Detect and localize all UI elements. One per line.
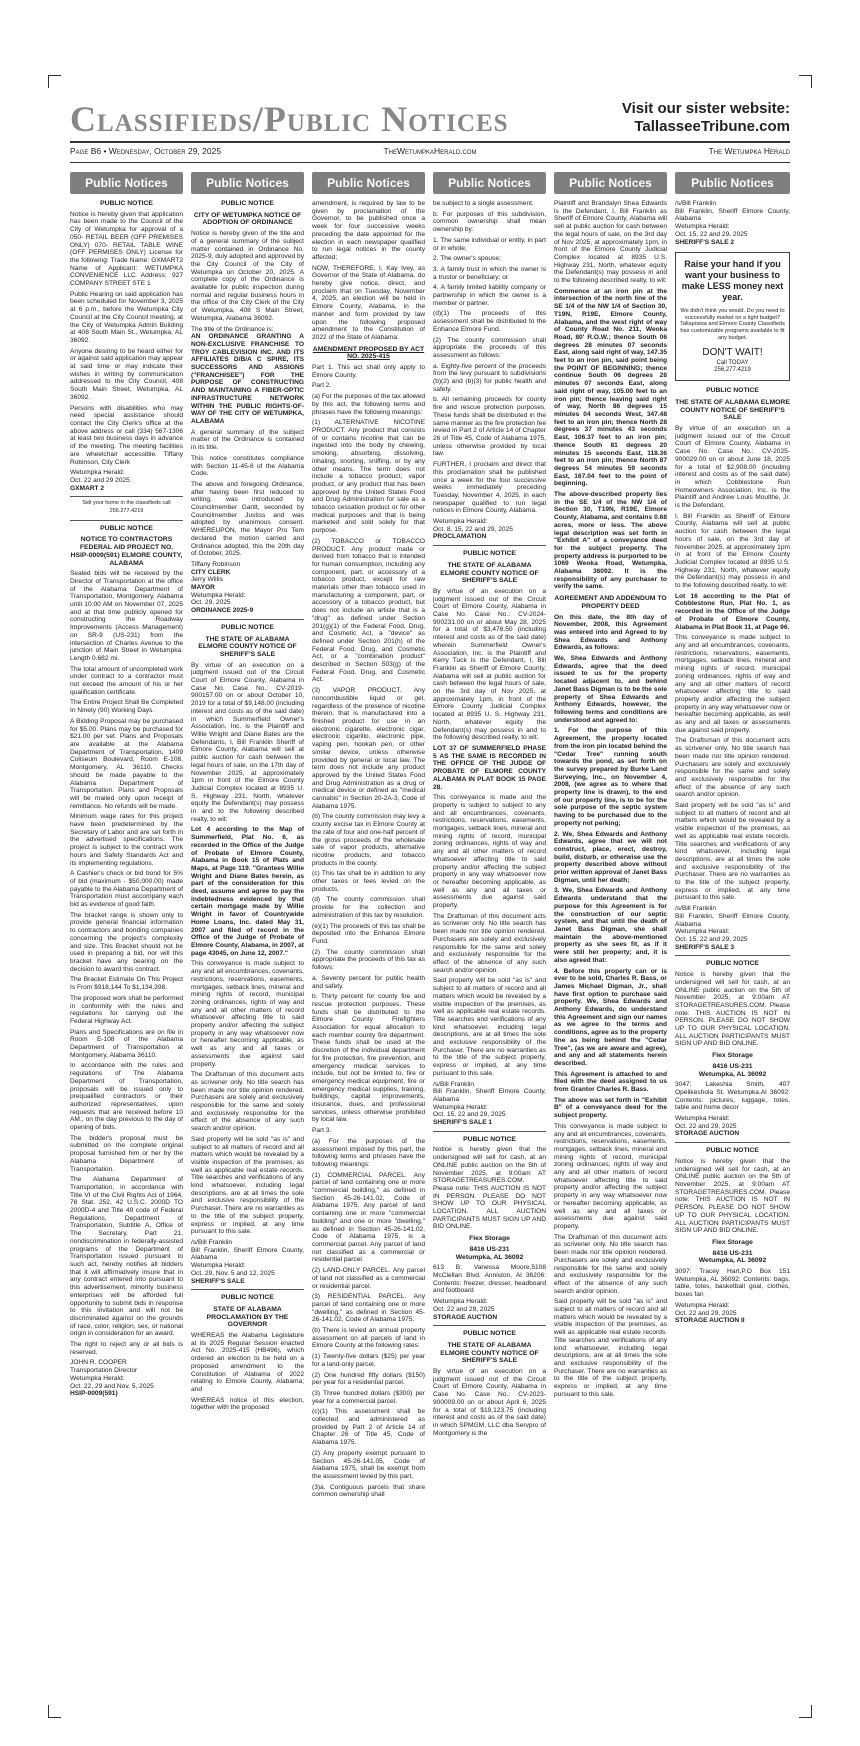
ordinance-title: AN ORDINANCE GRANTING A NON-EXCLUSIVE FRANCHISE TO TROY CABLEVISION INC. AND ITS AFFILIATES D/B/A C SPIRE, ITS SUCCESSORS AND ASSIGNS ("FRANCHISEE") FOR THE PURPOSE OF CONSTRUCTING AND MAINTAINING A FIBER-OPTIC INFRASTRUCTURE NETWORK WITHIN THE PUBLIC RIGHTS-OF-WAY OF THE CITY OF WETUMPKA, ALABAMA <box>191 333 304 425</box>
publication-name: Wetumpka Herald: <box>433 1103 488 1111</box>
notice-paragraph: Said property will be sold "as is" and subject to all matters of record and all matters which would be revealed by a visible inspection of the premises, as well as applicable real estate records. Title searches and verifications of any kind whatsoever, including legal descriptions, are at all times the sole and exclusive responsibility of the Purchaser. There are no warranties as to the title of the subject property, express or implied, at any time pursuant to this sale. <box>554 1298 667 1398</box>
notice-paragraph: be subject to a single assessment. <box>433 200 534 207</box>
divider <box>191 1289 304 1290</box>
agreement-paragraph: On this date, the 8th day of November, 2008, this Agreement was entered into and Agreed to by Shea Edwards and Anthony Edwards, as follows: <box>554 613 667 652</box>
masthead <box>70 98 790 138</box>
classified-promo-ad <box>675 252 790 381</box>
divider <box>191 619 304 620</box>
column-header: Public Notices <box>433 172 546 194</box>
notice-heading: PUBLIC NOTICE <box>463 1135 516 1143</box>
facility-city: Wetumpka, AL 36092 <box>698 1070 767 1078</box>
notice-paragraph: (c) This tax shall be in addition to any other taxes or fees levied on the products. <box>312 870 425 893</box>
property-description: LOT 37 OF SUMMERFIELD PHASE 5 AS THE SAME IS RECORDED IN THE OFFICE OF THE JUDGE OF PROBATE OF ELMORE COUNTY ALABAMA IN PLAT BOOK 15 PAGE 28. <box>433 745 546 791</box>
divider <box>70 520 183 521</box>
notice-paragraph: The above and foregoing Ordinance, after having been first reduced to writing, was introduced by Councilmember Gantt, seconded by Councilmember Justiss and was adopted by unanimous consent. WHEREUPON, the Mayor Pro Tem declared the motion carried and Ordinance adopted, this the 20th day of October, 2025. <box>191 480 304 558</box>
notice-paragraph: The Draftsman of this document acts as scrivener only. No title search has been made nor title opinion rendered. Purchasers are solely and exclusively responsible for the same and solely and exclusively responsible for the effect of the absence of any such search and/or opinion. <box>675 737 790 799</box>
signature-title: Bill Franklin, Sheriff Elmore County, Alabama <box>675 207 790 223</box>
notice-paragraph: Persons with disabilities who may need special assistance should contact the City Clerk's office at the above address or call (334) 567-1306 at least two business days in advance of the meeting. The meeting facilities are wheelchair accessible. Tiffany Robinson, City Clerk <box>70 404 183 466</box>
notice-paragraph: 2. The owner's spouse; <box>433 255 501 263</box>
folio-line <box>70 146 790 160</box>
publication-dates: Oct. 29, Nov. 5 and 12, 2025 <box>191 1269 275 1277</box>
classified-ad-line: Sell your home in the classifieds call 256.277.4219 <box>82 500 171 515</box>
notice-paragraph: The Draftsman of this document acts as scrivener only. No title search has been made nor title opinion rendered. Purchasers are solely and exclusively responsible for the same and solely and exclusively responsible for the effect of the absence of any such search and/or opinion. <box>554 1233 667 1295</box>
notice-code: SHERIFF'S SALE <box>191 1277 245 1285</box>
signature: JOHN R. COOPER <box>70 1359 127 1367</box>
agreement-paragraph: We, Shea Edwards and Anthony Edwards, agree that the deed issued to us for the property located adjacent to, and behind Janet Bass Digman is to be the sole property of Shea Edwards and Anthony Edwards, however, the following terms and conditions are understood and agreed to: <box>554 655 667 724</box>
notice-paragraph: a. Seventy percent for public health and safety. <box>312 974 425 990</box>
section-title: Classifieds/Public Notices <box>70 99 509 139</box>
signature: /s/Bill Franklin <box>191 1239 233 1246</box>
notice-paragraph: Said property will be sold "as is" and subject to all matters of record and all matters which would be revealed by a visible inspection of the premises, as well as applicable real estate records. Title searches and verifications of any kind whatsoever, including legal descriptions, are at all times the sole and exclusive responsibility of the Purchaser. There are no warranties as to the title of the subject property, express or implied, at any time pursuant to this sale. <box>675 802 790 902</box>
facility-name: Flex Storage <box>712 1052 753 1060</box>
publication-dates: Oct. 22 and 29 2025 <box>70 476 130 484</box>
notice-paragraph: The Draftsman of this document acts as scrivener only. No title search has been made nor title opinion rendered. Purchasers are solely and exclusively responsible for the same and solely and exclusively responsible for the effect of the absence of any such search and/or opinion. <box>191 1071 304 1133</box>
property-description: Commence at an iron pin at the intersection of the north line of the SE 1/4 of the NW 1/4 of Section 30, T19N, R19E, Elmore County, Alabama, and the west right of way of County Road No. 211, Weoka Road, 80' R.O.W.; thence South 06 degrees 28 minutes 07 seconds East, along said right of way, 147.35 feet to an iron pin, said point being the POINT OF BEGINNING; thence continue South 06 degrees 28 minutes 07 seconds East, along said right of way, 105.00 feet to an iron pin; thence leaving said right of way, North 86 degrees 15 minutes 04 seconds West, 347.48 feet to an iron pin; thence North 28 degrees 37 minutes 43 seconds East, 106.37 feet to an iron pin; thence South 81 degrees 20 minutes 15 seconds East, 118.36 feet to an iron pin; thence North 87 degrees 54 minutes 59 seconds East, 167.04 feet to the point of beginning. <box>554 287 667 488</box>
notice-paragraph: The bracket range is shown only to provide general financial information to contractors and bonding companies concerning the project's complexity and size. This Bracket should not be used in preparing a bid, nor will this bracket have any bearing on the decision to award this contract. <box>70 911 183 973</box>
publication-name: Wetumpka Herald: <box>191 591 246 599</box>
notice-paragraph: FURTHER, I proclaim and direct that this proclamation shall be published once a week for the four successive weeks immediately preceding Tuesday, November 4, 2025, in each newspaper qualified to run legal notices in Elmore County, Alabama. <box>433 461 546 515</box>
notice-code: STORAGE AUCTION <box>433 1313 498 1321</box>
notice-code: HSIP-0009(591) <box>70 1390 118 1398</box>
crop-mark-bottom-left <box>48 1705 61 1718</box>
notice-paragraph: Said property will be sold "as is" and subject to all matters of record and all matters which would be revealed by a visible inspection of the premises, as well as applicable real estate records. Title searches and verifications of any kind whatsoever, including legal descriptions, are at all times the sole and exclusive responsibility of the Purchaser. There are no warranties as to the title of the subject property, express or implied, at any time pursuant to this sale. <box>433 977 546 1077</box>
notice-paragraph: This notice constitutes compliance with Section 11-45-8 of the Alabama Code. <box>191 454 304 478</box>
facility-name: Flex Storage <box>712 1238 753 1246</box>
facility-address: 8416 US-231 <box>712 1249 753 1257</box>
notice-paragraph: Notice is hereby given that the undersigned will sell for cash, at an ONLINE public auction on the 5th of November 2025, at 9:00am AT STORAGETREASURES.COM. Please note: THIS AUCTION IS NOT IN PERSON. PLEASE DO NOT SHOW UP TO OUR PHYSICAL LOCATION. ALL AUCTION PARTICIPANTS MUST SIGN UP AND BID ONLINE. <box>433 1146 546 1231</box>
ad-headline: Raise your hand if you want your business to make LESS money next year. <box>681 259 784 303</box>
notice-paragraph: The right to reject any or all bids is reserved. <box>70 1341 183 1356</box>
notice-paragraph: A Cashier's check or bid bond for 5% of bid (maximum - $50,000.00) made payable to the Alabama Department of Transportation must accompany each bid as evidence of good faith. <box>70 870 183 909</box>
notice-title: STATE OF ALABAMA PROCLAMATION BY THE GOVERNOR <box>206 1305 289 1329</box>
notice-paragraph: The bidder's proposal must be submitted on the complete original proposal furnished him or her by the Alabama Department of Transportation. <box>70 1134 183 1173</box>
notice-paragraph: (c)(1) This assessment shall be collected and administered as provided by Part 2 of Article 14 of Chapter 26 of Title 45, Code of Alabama 1975. <box>312 1408 425 1447</box>
ad-cta: DON'T WAIT! <box>702 347 763 359</box>
crop-mark-top-right <box>799 75 812 88</box>
notice-paragraph: b. Thirty percent for county fire and rescue protection purposes. These funds shall be distributed to the Elmore County Firefighters Association for equal allocation to each member county fire department. These funds shall be used at the discretion of the individual department for fire protection, fire prevention, and emergency medical services to include, but not be limited to, fire or emergency medical equipment, fire or emergency medical supplies, training, buildings, capital improvements, insurance, dues, and professional services, unless otherwise prohibited by local law. <box>312 993 425 1124</box>
notice-paragraph: (2) The county commission shall appropriate the proceeds of this assessment as follows: <box>433 336 546 359</box>
notice-paragraph: (d)(1) The proceeds of this assessment shall be distributed to the Enhance Elmore Fund. <box>433 310 546 333</box>
signature-title: MAYOR <box>191 584 215 592</box>
publication-name: Wetumpka Herald: <box>70 469 125 477</box>
paper-name: The Wetumpka Herald <box>708 146 790 156</box>
agreement-heading: AGREEMENT AND ADDENDUM TO PROPERTY DEED <box>554 595 667 610</box>
notice-paragraph: (3) Three hundred dollars ($300) per year for a commercial parcel. <box>312 1389 425 1405</box>
notice-paragraph: By virtue of an execution on a judgment issued out of the Circuit Court of Elmore County, Alabama in Case No. Case No.: CV-2024-900231.00 on or about May 28, 2025 for a total of $3,476.50 (including interest and costs as of the said date) wherein Summerfield Owner's Association, Inc. is the Plaintiff and Kerry Tuck is the Defendant, I, Bill Franklin as Sheriff of Elmore County, Alabama will sell at public auction for cash between the legal hours of sale, on the 3rd day of Nov 2025, at approximately 1pm, in front of the Elmore County Judicial Complex located at 8935 U. S. Highway 231, North, whatever equity the Defendant(s) may possess in and to the following described realty, to wit: <box>433 587 546 742</box>
divider <box>433 545 546 546</box>
column-2 <box>191 172 304 1712</box>
column-header: Public Notices <box>554 172 667 194</box>
notice-paragraph: The title of the Ordinance is: <box>191 325 274 333</box>
signature: /s/Bill Franklin <box>675 200 717 207</box>
notice-paragraph: The proposed work shall be performed in conformity with the rules and regulations for carrying out the Federal Highway Act. <box>70 994 183 1025</box>
facility-address: 8416 US-231 <box>712 1062 753 1070</box>
notice-heading: PUBLIC NOTICE <box>100 200 153 207</box>
signature-title: Bill Franklin, Sheriff Elmore County, Alabama <box>675 912 790 928</box>
property-description: Lot 4 according to the Map of Summerfield, Plat No. 6, as recorded in the Office of the Judge of Probate of Elmore County, Alabama in Book 15 of Plats and Maps, at Page 119. "Grantees Willie Wright and Diane Bates herein, as part of the consideration for this deed, assume and agree to pay the indebtedness evidenced by that certain mortgage made by Willie Wright in favor of Countrywide Home Loans, Inc. dated May 31, 2007 and filed of record in the Office of the Judge of Probate of Elmore County, Alabama, in 2007, at page 43045, on June 12, 2007." <box>191 826 304 957</box>
notice-paragraph: (a) For the purposes of the assessment imposed by this part, the following terms and phrases have the following meanings: <box>312 1137 425 1168</box>
notice-paragraph: The Draftsman of this document acts as scrivener only. No title search has been made nor title opinion rendered. Purchasers are solely and exclusively responsible for the same and solely and exclusively responsible for the effect of the absence of any such search and/or opinion. <box>433 912 546 974</box>
notice-paragraph: 3. A family trust in which the owner is a trustor or beneficiary; or <box>433 265 546 281</box>
notice-paragraph: amendment, is required by law to be given by proclamation of the Governor, to be published once a week for four successive weeks preceding the date appointed for the election in each newspaper qualified to run legal notices in the county affected; <box>312 200 425 261</box>
notice-paragraph: This conveyance is made and the property is subject to subject to any and all encumbrances, covenants, restrictions, reservations, easements, mortgages, setback lines, mineral and mining rights of record, municipal zoning ordinances, rights of way and any and all other matters of record whatsoever affecting title to said property and/or affecting the subject property in any way whatsoever now or hereafter becoming applicable, as well as any and all taxes or assessments due against said property. <box>433 794 546 910</box>
notice-paragraph: I, Bill Franklin as Sheriff of Elmore County, Alabama will sell at public auction for cash between the legal hours of sale, on the 3rd day of November 2025, at approximately 1pm in at front of the Elmore County Judicial Complex located at 8935 U.S. Highway 231, North, whatever equity the Defendant(s) may possess in and to the following described realty, to wit: <box>675 512 790 590</box>
notice-heading: PUBLIC NOTICE <box>100 524 153 532</box>
notice-title: THE STATE OF ALABAMA ELMORE COUNTY NOTICE OF SHERIFF'S SALE <box>440 1341 539 1365</box>
agreement-paragraph: The above was set forth in "Exhibit B" of a conveyance deed for the subject property. <box>554 1096 667 1120</box>
publication-name: Wetumpka Herald: <box>433 1298 488 1306</box>
facility-city: Wetumpka, AL 36092 <box>698 1257 767 1265</box>
ad-phone[interactable]: 256.277.4219 <box>714 367 751 374</box>
publication-name: Wetumpka Herald: <box>675 928 730 936</box>
notice-paragraph: Notice is hereby given of the title and of a general summary of the subject matter contained in Ordinance No. 2025-9, duly adopted and approved by the City Council of the City of Wetumpka on October 20, 2025. A complete copy of the Ordinance is available for public inspection during normal and regular business hours in the office of the City Clerk of the City of Wetumpka, 408 S Main Street, Wetumpka, Alabama 36092. <box>191 230 304 322</box>
notice-title: THE STATE OF ALABAMA ELMORE COUNTY NOTICE OF SHERIFF'S SALE <box>440 561 539 585</box>
publication-name: Wetumpka Herald: <box>191 1262 246 1270</box>
column-6 <box>675 172 790 1712</box>
notice-paragraph: This conveyance is made subject to any and all encumbrances, covenants, restrictions, reservations, easements, mortgages, setback lines, mineral and mining rights of record, municipal zoning ordinances, rights of way and any and all other matters of record whatsoever affecting title to said property and/or affecting the subject property in any way whatsoever now or hereafter becoming applicable, as well as any and all taxes or assessments due against said property. <box>191 960 304 1068</box>
divider <box>675 1142 790 1143</box>
notice-paragraph: a. Eighty-five percent of the proceeds from the levy pursuant to subdivisions (b)(2) and (b)(3) for public health and safety. <box>433 362 546 393</box>
signature: Jerry Willis <box>191 576 223 584</box>
notice-code: PROCLAMATION <box>433 533 487 541</box>
publication-name: Wetumpka Herald: <box>70 1374 125 1382</box>
notice-paragraph: WHEREAS the Alabama Legislature at its 2025 Regular Session enacted Act No. 2025-415 (HB496), which ordered an election to be held on a proposed amendment to the Constitution of Alabama of 2022 relating to Elmore County, Alabama; and <box>191 1332 304 1393</box>
notice-heading: PUBLIC NOTICE <box>463 1330 516 1338</box>
notice-paragraph: By virtue of an execution on a judgment issued out of the Circuit Court of Elmore County, Alabama in Case No. Case No.: CV-2019-900157.00 on or about October 10, 2019 for a total of $9,148.00 (including interest and costs as of the said date) in which Summerfield Owner's Association, Inc. is the Plaintiff and Willie Wright and Diane Bates are the Defendants, I, Bill Franklin Sheriff of Elmore County, Alabama will sell at public auction for cash between the legal hours of sale, on the 17th day of November 2025, at approximately 1pm in front of the Elmore County Judicial Complex located at 8935 U. S. Highway 231, North, whatever equity the Defendant(s) may possess in and to the following described realty, to wit: <box>191 661 304 823</box>
notice-title: NOTICE TO CONTRACTORS FEDERAL AID PROJECT NO. HSIP-0009(591) ELMORE COUNTY, ALABAMA <box>70 536 183 567</box>
notice-heading: PUBLIC NOTICE <box>221 1294 274 1302</box>
publication-dates: Oct. 15, 22 and 29, 2025 <box>433 1111 506 1119</box>
notice-paragraph: (3) VAPOR PRODUCT. Any noncombustible liquid or gel, regardless of the presence of nicotine therein, that is manufactured into a finished product for use in an electronic cigarette, electronic cigar, electronic cigarillo, electronic pipe, vaping pen, hookah pen, or other similar device, unless otherwise provided by general or local law. The term does not include any product approved by the United States Food and Drug Administration as a drug or medical device or defined as "medical cannabis" in Section 20-2A-3, Code of Alabama 1975. <box>312 687 425 810</box>
notice-paragraph: This conveyance is made subject to any and all encumbrances, covenants, restrictions, reservations, easements, mortgages, setback lines, mineral and mining rights of record, municipal zoning ordinances, rights of way and any and all other matters of record whatsoever affecting title to said property and/or affecting the subject property in any way whatsoever now or hereafter becoming applicable, as well as any and all taxes or assessments due against said property. <box>554 1122 667 1230</box>
publication-name: Wetumpka Herald: <box>675 1115 730 1123</box>
notice-code: STORAGE AUCTION <box>675 1130 740 1138</box>
notice-paragraph: b. All remaining proceeds for county fire and rescue protection purposes. These funds shall be distributed in the same manner as the fire protection fee levied in Part 2 of Article 14 of Chapter 26 of Title 45, Code of Alabama 1975, unless otherwise provided by local law. <box>433 396 546 458</box>
notice-paragraph: NOW, THEREFORE, I, Kay Ivey, as Governor of the State of Alabama, do hereby give notice, direct, and proclaim that on Tuesday, November 4, 2025, an election will be held in Elmore County, Alabama, in the manner and form provided by law upon the following proposed amendment to the Constitution of 2022 of the State of Alabama: <box>312 264 425 341</box>
signature-title: Transportation Director <box>70 1367 138 1375</box>
notice-paragraph: Part 1. This act shall only apply to Elmore County. <box>312 364 425 379</box>
sister-site-link[interactable]: TallasseeTribune.com <box>634 118 790 135</box>
notice-paragraph: b. For purposes of this subdivision, common ownership shall mean ownership by: <box>433 210 546 234</box>
notice-paragraph: (1) Twenty-five dollars ($25) per year for a land-only parcel. <box>312 1353 425 1368</box>
notice-paragraph: Said property will be sold "as is" and subject to all matters of record and all matters which would be revealed by a visible inspection of the premises, as well as applicable real estate records. Title searches and verifications of any kind whatsoever, including legal descriptions, are at all times the sole and exclusive responsibility of the Purchaser. There are no warranties as to the title of the subject property, express or implied, at any time pursuant to this sale. <box>191 1135 304 1236</box>
notice-heading: PUBLIC NOTICE <box>706 1147 759 1155</box>
notice-paragraph: 4. A family limited liability company or partnership in which the owner is a member or partner. <box>433 284 546 307</box>
divider <box>675 955 790 956</box>
signature-title: CITY CLERK <box>191 568 231 576</box>
notice-paragraph: (1) COMMERCIAL PARCEL. Any parcel of land containing one or more "commercial building," as defined in Section 45-26-141.02, Code of Alabama 1975. Any parcel of land containing one or more "commercial building" and one or more "dwelling," as defined in Section 45-26-141.02, Code of Alabama 1975, is a commercial parcel. Any parcel of land not classified as a commercial or residential parcel. <box>312 1171 425 1264</box>
signature: /s/Bill Franklin <box>675 905 717 913</box>
divider <box>433 1131 546 1132</box>
publication-name: Wetumpka Herald: <box>433 518 488 526</box>
notice-paragraph: 613 B: Vanessa Moore,5108 McClellan Blvd. Anniston, Al 36206: Contents: freezer, dresser, headboard and footboard <box>433 1264 546 1295</box>
notice-paragraph: Plans and Specifications are on file in Room E-108 of the Alabama Department of Transportation at Montgomery, Alabama 36110. <box>70 1028 183 1059</box>
publication-name: Wetumpka Herald: <box>675 223 730 231</box>
notice-paragraph: Part 3. <box>312 1127 332 1135</box>
divider <box>433 1325 546 1326</box>
column-header: Public Notices <box>675 172 790 194</box>
facility-name: Flex Storage <box>469 1235 510 1243</box>
ad-body: We didn't think you would. Do you need to successfully market on a tight budget? Tallapoosa and Elmore County Classifieds has customizable programs available to fit any budget. <box>680 308 785 341</box>
notice-paragraph: Minimum wage rates for this project have been predetermined by the Secretary of Labor and are set forth in the advertised specifications. The project is subject to the contract work hours and Safety Standards Act and its implementing regulations. <box>70 813 183 867</box>
notice-code: SHERIFF'S SALE 3 <box>675 943 735 951</box>
notice-code: SHERIFF'S SALE 2 <box>675 238 735 246</box>
notice-paragraph: In accordance with the rules and regulations of The Alabama Department of Transportation, proposals will be issued only to prequalified contractors or their authorized representatives, upon requests that are received before 10 AM., on the day previous to the day of opening of bids. <box>70 1062 183 1132</box>
agreement-paragraph: 4. Before this property can or is ever to be sold, Charles R. Bass, or James Michael Digman, Jr., shall have first option to purchase said property. We, Shea Edwards and Anthony Edwards, do understand this Agreement and sign our names as we agree to the terms and conditions, agree as to the property line as being behind the "Cedar Tree", (as we are aware and agree), and any and all statements herein described. <box>554 967 667 1067</box>
agreement-paragraph: 2. We, Shea Edwards and Anthony Edwards, agree that we will not construct, place, erect, destroy, build, disturb, or otherwise use the property described above without prior written approval of Janet Bass Digman, until her death; <box>554 830 667 884</box>
notice-title: THE STATE OF ALABAMA ELMORE COUNTY NOTICE OF SHERIFF'S SALE <box>675 398 790 422</box>
notice-paragraph: (2) TOBACCO or TOBACCO PRODUCT. Any product made or derived from tobacco that is intended for human consumption, including any component, part, or accessory of a tobacco product, except for raw materials other than tobacco used in manufacturing a component, part, or accessory of a tobacco product, but does not include an article that is a "drug" as defined under Section 201(g)(1) of the Federal Food, Drug, and Cosmetic Act, a "device" as defined under Section 201(h) of the Federal Food, Drug, and Cosmetic Act, or a "combination product" described in Section 503(g) of the Federal Food, Drug, and Cosmetic Act. <box>312 537 425 684</box>
notice-heading: PUBLIC NOTICE <box>706 960 759 968</box>
notice-code: GXMART 2 <box>70 484 105 492</box>
notice-paragraph: (2) LAND-ONLY PARCEL. Any parcel of land not classified as a commercial or residential parcel. <box>312 1267 425 1290</box>
facility-city: Wetumpka, AL 36092 <box>455 1253 524 1261</box>
notice-paragraph: Notice is hereby given that the undersigned will sell for cash, at an ONLINE public auction on the 5th of November 2025, at 9:00am AT STORAGETREASURES.COM. Please note: THIS AUCTION IS NOT IN PERSON. PLEASE DO NOT SHOW UP TO OUR PHYSICAL LOCATION. ALL AUCTION PARTICIPANTS MUST SIGN UP AND BID ONLINE. <box>675 1157 790 1235</box>
notice-paragraph: 3047: Lakeshia Smith, 407 Opelikeshola St. Wetumpka,Al 36092: Contents: pictures, luggage, totes, table and home decor <box>675 1081 790 1112</box>
agreement-paragraph: This Agreement is attached to and filed with the deed assigned to us from Grantor Charles R. Bass. <box>554 1070 667 1094</box>
publication-dates: Oct. 22 and 29, 2025 <box>675 1309 737 1317</box>
signature-title: Bill Franklin, Sheriff Elmore County, Alabama <box>433 1088 546 1103</box>
notice-paragraph: 3097: Tracey Hart,P.O Box 151 Wetumpka, AL 36092: Contents: bags, table, totes, basketball goal, clothes, boxes fan <box>675 1268 790 1299</box>
amendment-heading: AMENDMENT PROPOSED BY ACT NO. 2025-415 <box>312 345 425 361</box>
notice-paragraph: (3)a. Contiguous parcels that share common ownership shall <box>312 1483 425 1499</box>
notice-paragraph: A Bidding Proposal may be purchased for $5.00. Plans may be purchased for $21.00 per set. Plans and Proposals are available at the Alabama Department of Transportation, 1409 Coliseum Boulevard, Room E-108, Montgomery, AL 36110. Checks should be made payable to the Alabama Department of Transportation. Plans and Proposals will be mailed only upon receipt of remittance. No refunds will be made. <box>70 717 183 810</box>
notices-columns <box>70 172 790 1712</box>
notice-paragraph: WHEREAS notice of this election, together with the proposed <box>191 1396 304 1412</box>
publication-dates: Oct. 22, 29 and Nov. 5, 2025 <box>70 1382 154 1390</box>
notice-paragraph: A general summary of the subject matter of the Ordinance is contained in its title. <box>191 428 304 452</box>
publication-dates: Oct. 15, 22 and 29, 2025 <box>675 936 748 943</box>
column-4 <box>433 172 546 1712</box>
notice-paragraph: Sealed bids will be received by the Director of Transportation at the office of the Alabama Department of Transportation, Montgomery, Alabama until 10:00 AM on November 07, 2025 and at that time publicly opened for constructing the Roadway Improvements (Access Management) on SR-9 (US-231) from the intersection of Charles Avenue to the junction of Main Street in Wetumpka. Length 0.682 mi. <box>70 570 183 662</box>
column-header: Public Notices <box>70 172 183 194</box>
publication-name: Wetumpka Herald: <box>675 1301 730 1309</box>
ad-call-label: Call TODAY <box>716 360 749 367</box>
notice-heading: PUBLIC NOTICE <box>221 200 274 207</box>
notice-paragraph: (d) The county commission shall provide for the collection and administration of this tax by resolution. <box>312 896 425 919</box>
notice-paragraph: (b) There is levied an annual property assessment on all parcels of land in Elmore County at the following rates: <box>312 1327 425 1350</box>
column-header: Public Notices <box>191 172 304 194</box>
notice-paragraph: 1. The same individual or entity, in part or in whole; <box>433 236 546 252</box>
column-5 <box>554 172 667 1712</box>
publication-dates: Oct. 8, 15, 22 and 29, 2025 <box>433 525 513 533</box>
page-date: Page B6 • Wednesday, October 29, 2025 <box>70 146 222 156</box>
publication-dates: Oct. 22 and 29, 2025 <box>675 1122 737 1130</box>
notice-paragraph: (3) RESIDENTIAL PARCEL. Any parcel of land containing one or more "dwelling," as defined in Section 45-26-141.02, Code of Alabama 1975. <box>312 1293 425 1324</box>
property-description: The above-described property lies in the SE 1/4 of the NW 1/4 of Section 30, T19N, R19E, Elmore County, Alabama, and contains 0.68 acres, more or less. The above legal description was set forth in "Exhibit A" of a conveyance deed for the subject property. The property address is purported to be 1069 Weoka Road, Wetumpka, Alabama 36092. It is the responsibility of any purchaser to verify the same. <box>554 491 667 591</box>
notice-code: ORDINANCE 2025-9 <box>191 607 254 615</box>
publication-dates: Oct. 29, 2025 <box>191 599 231 607</box>
crop-mark-top-left <box>48 75 61 88</box>
notice-paragraph: The Entire Project Shall Be Completed In Ninety (90) Working Days. <box>70 699 183 715</box>
notice-paragraph: (2) The county commission shall appropriate the proceeds of this tax as follows: <box>312 948 425 972</box>
column-3 <box>312 172 425 1712</box>
notice-paragraph: By virtue of an execution on a judgment issued out of the Circuit Court of Elmore County, Alabama in Case No. Case No.: CV-2025-900029.00 on or about June 18, 2025 for a total of $2,908.00 (including interest and costs as of the said date) in which Cobblestone Run Homeowners Association, Inc. is the Plaintiff and Andrew Louis Moulthe, Jr. is the Defendant, <box>675 425 790 510</box>
notice-paragraph: The Bracket Estimate On This Project Is From $918,144 To $1,134,398. <box>70 976 183 992</box>
notice-paragraph: Part 2. <box>312 382 332 390</box>
notice-title: THE STATE OF ALABAMA ELMORE COUNTY NOTICE OF SHERIFF'S SALE <box>198 635 297 658</box>
notice-heading: PUBLIC NOTICE <box>221 623 274 631</box>
notice-title: CITY OF WETUMPKA NOTICE OF ADOPTION OF ORDINANCE <box>193 211 302 227</box>
notice-paragraph: (e)(1) The proceeds of this tax shall be deposited into the Enhance Elmore Fund. <box>312 922 425 945</box>
notice-paragraph: Public Hearing on said application has been scheduled for November 3, 2025 at 6 p.m., before the Wetumpka City Council at the City Council meeting, at the City of Wetumpka Admin Building at 408 South Main St., Wetumpka, AL 36092. <box>70 290 183 344</box>
sister-site-label: Visit our sister website: <box>621 100 790 117</box>
signature: Tiffany Robinson <box>191 560 241 568</box>
publication-dates: Oct. 22 and 29, 2025 <box>433 1305 495 1313</box>
folio-rule <box>70 162 790 163</box>
column-1 <box>70 172 183 1712</box>
column-header: Public Notices <box>312 172 425 194</box>
notice-paragraph: (2) One hundred fifty dollars ($150) per year for a residential parcel. <box>312 1371 425 1387</box>
notice-paragraph: This conveyance is made subject to any and all encumbrances, covenants, restrictions, reservations, easements, mortgages, setback lines, mineral and mining rights of record, municipal zoning ordinances, rights of way and any and all other matters of record whatsoever affecting title to said property and/or affecting the subject property in any way whatsoever now or hereafter becoming applicable, as well as any and all taxes or assessments due against said property. <box>675 634 790 734</box>
notice-paragraph: By virtue of an execution on a judgment issued out of the Circuit Court of Elmore County, Alabama in Case No. Case No.: CV-2023-900009.00 on or about April 6, 2025 for a total of $19,123.75 (including interest and costs as of the said date) in which SPMGM, LLC dba Servpro of Montgomery is the <box>433 1368 546 1437</box>
notice-code: SHERIFF'S SALE 1 <box>433 1119 493 1127</box>
notice-paragraph: Plaintiff and Brandalyn Shea Edwards is the Defendant, I, Bill Franklin as Sheriff of Elmore County, Alabama will sell at public auction for cash between the legal hours of sale, on the 3rd day of Nov 2025, at approximately 1pm, in front of the Elmore County Judicial Complex located at 8935 U.S. Highway 231, North, whatever equity the Defendant(s) may possess in and to the following described realty, to wit: <box>554 200 667 285</box>
agreement-paragraph: 1. For the purpose of this Agreement, the property located from the iron pin located behind the "Cedar Tree" running south towards the pond, as set forth on the survey prepared by Burke Land Surveying, Inc., on November 4, 2008, (we agree as to where that property line is drawn), to the end of our property line, is to be for the sole purpose of the septic system having to be purchased due to the property not perking; <box>554 727 667 827</box>
notice-paragraph: The Alabama Department of Transportation, in accordance with Title VI of the Civil Rights Act of 1964, 78 Stat. 252, 42 U.S.C. 2000D TO 2000D-4 and Title 49 code of Federal Regulations, Department of Transportation, Subtitle A, Office of The Secretary, Part 21, nondiscrimination in federally-assisted programs of the Department of Transportation issued pursuant to such act, hereby notifies all bidders that it will affirmatively insure that in any contract entered into pursuant to this advertisement, minority business enterprises will be afforded full opportunity to submit bids in response to this invitation and will not be discriminated against on the grounds of race, color, religion, sex, or national origin in consideration for an award. <box>70 1176 183 1338</box>
masthead-rule <box>70 141 790 143</box>
notice-paragraph: Notice is hereby given that application has been made to the Council of the City of Wetumpka for approval of a 050- RETAIL BEER (OFF PREMISES ONLY) 070- RETAIL TABLE WINE (OFF PERMISES ONLY) License for the following: Trade Name: GXMART2 Name of Applicant: WETUMPKA CONVENIENCE LLC Address: 927 COMPANY STREET STE 1 <box>70 210 183 288</box>
notice-heading: PUBLIC NOTICE <box>463 550 516 558</box>
notice-paragraph: Anyone desiring to be heard either for or against said application may appear at said time or may indicate their wishes in writing by communication addressed to the City Council, 408 South Main Street, Wetumpka, AL 36092. <box>70 347 183 401</box>
facility-address: 8416 US-231 <box>469 1245 510 1253</box>
notice-code: STORAGE AUCTION II <box>675 1317 745 1325</box>
notice-paragraph: (b) The county commission may levy a county excise tax in Elmore County at the rate of four and one-half percent of the gross proceeds of the wholesale sale of vapor products, alternative nicotine products, and tobacco products in the county. <box>312 813 425 867</box>
sister-site-promo <box>622 100 790 136</box>
notice-paragraph: The total amount of uncompleted work under contract to a contractor must not exceed the amount of his or her qualification certificate. <box>70 665 183 696</box>
notice-paragraph: (a) For the purposes of the tax allowed by this act, the following terms and phrases have the following meanings: <box>312 393 425 416</box>
signature: /s/Bill Franklin <box>433 1080 475 1088</box>
notice-paragraph: (1) ALTERNATIVE NICOTINE PRODUCT. Any product that consists of or contains nicotine that can be ingested into the body by chewing, smoking, absorbing, dissolving, inhaling, snorting, sniffing, or by any other means. The term does not include a tobacco product, vapor product, or any product that has been approved by the United States Food and Drug Administration for sale as a tobacco cessation product or for other medical purposes and that is being marketed and sold solely for that purpose. <box>312 419 425 535</box>
property-description: Lot 16 according to the Plat of Cobblestone Run, Plat No. 1, as recorded in the Office of the Judge of Probate of Elmore County, Alabama in Plat Book 11, at Page 96. <box>675 592 790 631</box>
website: TheWetumpkaHerald.com <box>383 146 477 156</box>
crop-mark-bottom-right <box>799 1705 812 1718</box>
notice-heading: PUBLIC NOTICE <box>706 387 759 395</box>
agreement-paragraph: 3. We, Shea Edwards and Anthony Edwards understand that the purpose for this Agreement is for the construction of our septic system, and that until the death of Janet Bass Digman, she shall maintain the above-mentioned property as she sees fit, as if it were still her property; and, it is also agreed that: <box>554 887 667 964</box>
signature-title: Bill Franklin, Sheriff Elmore County, Alabama <box>191 1246 304 1262</box>
notice-paragraph: (2) Any property exempt pursuant to Section 45-26-141.05, Code of Alabama 1975, shall be exempt from the assessment levied by this part. <box>312 1449 425 1480</box>
notice-paragraph: Notice is hereby given that the undersigned will sell for cash, at an ONLINE public auction on the 5th of November 2025, at 9:00am AT STORAGETREASURES.COM. Please note: THIS AUCTION IS NOT IN PERSON. PLEASE DO NOT SHOW UP TO OUR PHYSICAL LOCATION. ALL AUCTION PARTICIPANTS MUST SIGN UP AND BID ONLINE. <box>675 971 790 1048</box>
divider <box>70 496 183 497</box>
publication-dates: Oct. 15, 22 and 29, 2025 <box>675 230 748 238</box>
